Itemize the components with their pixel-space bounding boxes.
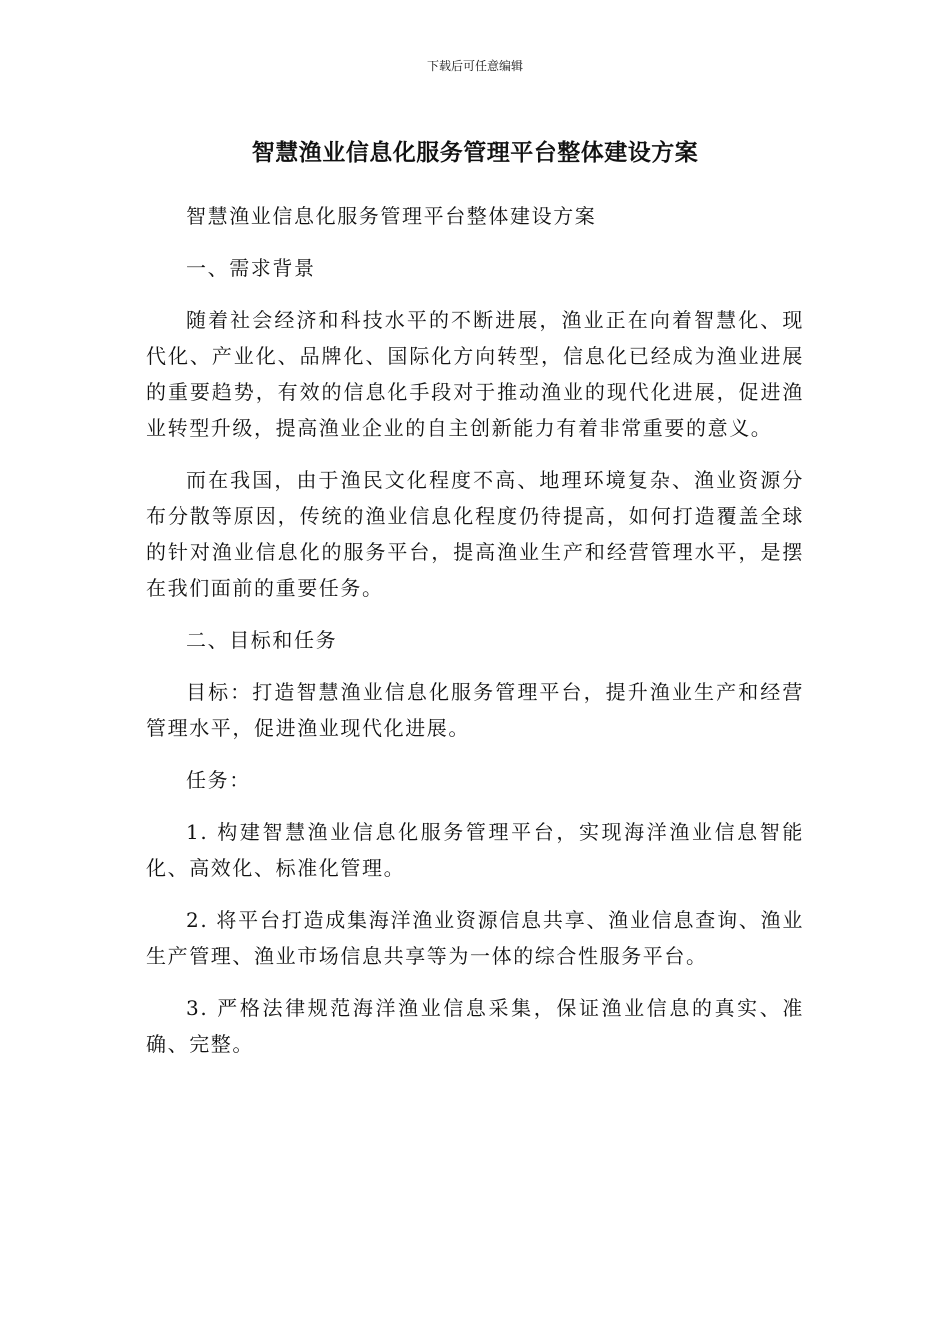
document-title: 智慧渔业信息化服务管理平台整体建设方案: [251, 140, 699, 166]
task-item-3: 3. 严格法律规范海洋渔业信息采集，保证渔业信息的真实、准确、完整。: [146, 996, 804, 1056]
section-heading-goals: 二、目标和任务: [186, 628, 338, 652]
paragraph-background-2: 而在我国，由于渔民文化程度不高、地理环境复杂、渔业资源分布分散等原因，传统的渔业信息化程度仍待提高，如何打造覆盖全球的针对渔业信息化的服务平台，提高渔业生产和经营管理水平，是摆在我们面前的重要任务。: [146, 468, 804, 600]
document-body: [146, 198, 804, 1078]
paragraph-goal: 目标：打造智慧渔业信息化服务管理平台，提升渔业生产和经营管理水平，促进渔业现代化进展。: [146, 680, 804, 740]
paragraph-background-1: 随着社会经济和科技水平的不断进展，渔业正在向着智慧化、现代化、产业化、品牌化、国际化方向转型，信息化已经成为渔业进展的重要趋势，有效的信息化手段对于推动渔业的现代化进展，促进渔业转型升级，提高渔业企业的自主创新能力有着非常重要的意义。: [146, 308, 804, 440]
section-heading-background: 一、需求背景: [186, 256, 316, 280]
task-item-2: 2. 将平台打造成集海洋渔业资源信息共享、渔业信息查询、渔业生产管理、渔业市场信息共享等为一体的综合性服务平台。: [146, 908, 804, 968]
tasks-label: 任务：: [186, 768, 251, 792]
body-subtitle: 智慧渔业信息化服务管理平台整体建设方案: [186, 204, 597, 228]
page-header-note: 下载后可任意编辑: [426, 59, 523, 73]
task-item-1: 1. 构建智慧渔业信息化服务管理平台，实现海洋渔业信息智能化、高效化、标准化管理。: [146, 820, 804, 880]
